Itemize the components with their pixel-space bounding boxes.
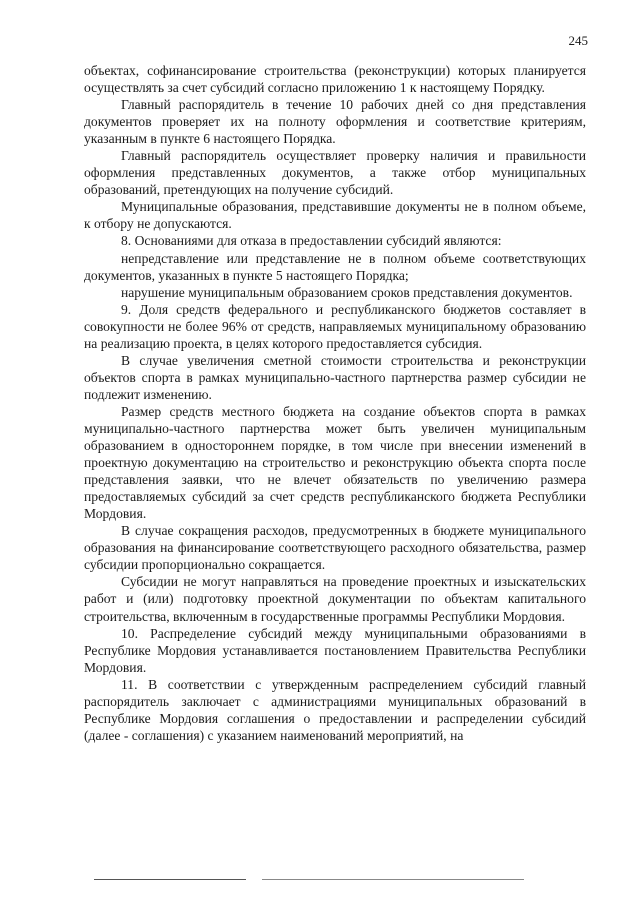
paragraph-expense-reduction: В случае сокращения расходов, предусмотренных в бюджете муниципального образования на финансирование соответствующего расходного обязательства, размер субсидии пропорционально сокращается. bbox=[84, 523, 586, 573]
paragraph-item-8-reason-2: нарушение муниципальным образованием сроков представления документов. bbox=[121, 284, 573, 300]
document-body bbox=[84, 62, 586, 744]
paragraph-cost-increase: В случае увеличения сметной стоимости строительства и реконструкции объектов спорта в рамках муниципально-частного партнерства размер субсидии не подлежит изменению. bbox=[84, 352, 586, 402]
footer-divider bbox=[94, 879, 246, 880]
paragraph-item-8-heading: 8. Основаниями для отказа в предоставлении субсидий являются: bbox=[121, 233, 502, 249]
paragraph-item-10: 10. Распределение субсидий между муниципальными образованиями в Республике Мордовия устанавливается постановлением Правительства Республики Мордовия. bbox=[84, 625, 586, 675]
paragraph-item-11: 11. В соответствии с утвержденным распределением субсидий главный распорядитель заключает с администрациями муниципальных образований в Республике Мордовия соглашения о предоставлении и распределении субсидий (далее - соглашения) с указанием наименований мероприятий, на bbox=[84, 676, 586, 743]
paragraph-item-9: 9. Доля средств федерального и республиканского бюджетов составляет в совокупности не более 96% от средств, направляемых муниципальному образованию на реализацию проекта, в целях которого предоставляется субсидия. bbox=[84, 301, 586, 351]
paragraph-local-budget: Размер средств местного бюджета на создание объектов спорта в рамках муниципально-частного партнерства может быть увеличен муниципальным образованием в одностороннем порядке, в том числе при внесении изменений в проектную документацию на строительство и реконструкцию объекта спорта после представления заявки, что не влечет обязательств по увеличению размера предоставляемых субсидий за счет средств республиканского бюджета Республики Мордовия. bbox=[84, 403, 586, 522]
paragraph-restrictions: Субсидии не могут направляться на проведение проектных и изыскательских работ и (или) подготовку проектной документации по объектам капитального строительства, включенным в государственные программы Республики Мордовия. bbox=[84, 574, 586, 624]
paragraph-item-8-reason-1: непредставление или представление не в полном объеме соответствующих документов, указанных в пункте 5 настоящего Порядка; bbox=[84, 250, 586, 283]
page-number: 245 bbox=[568, 33, 588, 48]
paragraph-review-deadline: Главный распорядитель в течение 10 рабочих дней со дня представления документов проверяет их на полноту оформления и соответствие критериям, указанным в пункте 6 настоящего Порядка. bbox=[84, 97, 586, 147]
paragraph-continuation: объектах, софинансирование строительства (реконструкции) которых планируется осуществлять за счет субсидий согласно приложению 1 к настоящему Порядку. bbox=[84, 63, 586, 96]
footer-divider-faint bbox=[262, 879, 524, 880]
paragraph-incomplete-documents: Муниципальные образования, представившие документы не в полном объеме, к отбору не допускаются. bbox=[84, 199, 586, 232]
paragraph-review-selection: Главный распорядитель осуществляет проверку наличия и правильности оформления представленных документов, а также отбор муниципальных образований, претендующих на получение субсидий. bbox=[84, 148, 586, 198]
